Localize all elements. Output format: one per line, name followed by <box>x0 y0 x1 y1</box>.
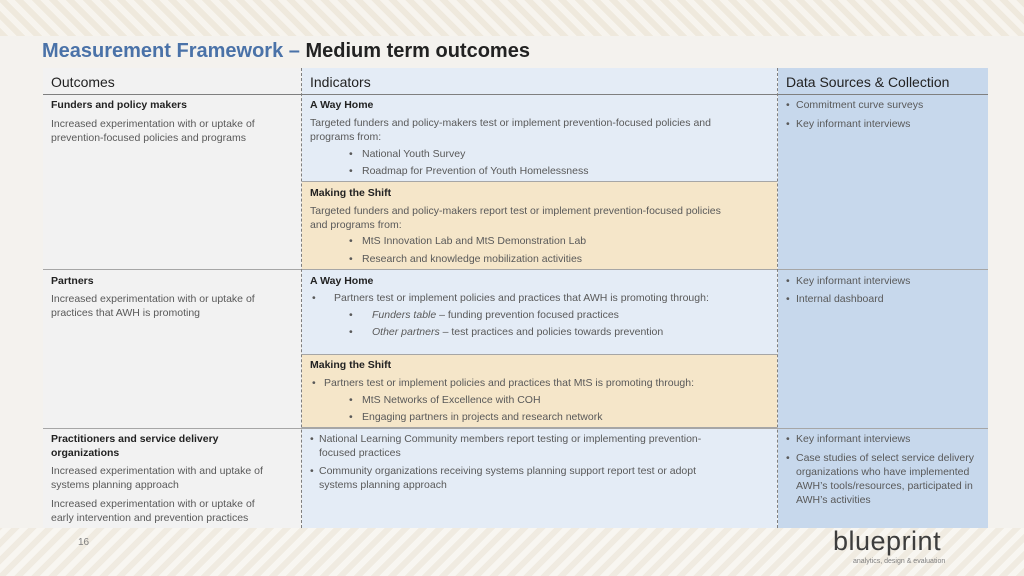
indicator-sub-bullet: MtS Networks of Excellence with COH <box>362 394 541 406</box>
bullet-icon: • <box>310 465 314 477</box>
row-separator <box>43 428 988 429</box>
sub-bullet-rest: – test practices and policies towards prevention <box>439 326 664 338</box>
page-title <box>42 40 530 63</box>
bullet-icon: • <box>349 235 353 247</box>
decorative-pattern-top <box>0 0 1024 36</box>
indicator-bullet: Roadmap for Prevention of Youth Homelessness <box>362 165 589 177</box>
outcome-desc: practices that AWH is promoting <box>51 307 200 319</box>
header-rule <box>43 94 988 95</box>
data-source-item: • Key informant interviews <box>786 274 986 288</box>
mts-title: Making the Shift <box>310 187 392 199</box>
bullet-icon: • <box>349 394 353 406</box>
data-source-item: • Case studies of select service delivery organizations who have implemented AWH’s tools/resources, participated in AWH’s activities <box>786 451 986 507</box>
title-prefix: Measurement Framework – <box>42 40 300 62</box>
indicator-bullet: MtS Innovation Lab and MtS Demonstration Lab <box>362 235 587 247</box>
row-separator <box>43 269 988 270</box>
outcome-desc: Increased experimentation with or uptake of <box>51 498 255 510</box>
page-number: 16 <box>78 537 90 548</box>
outcome-desc: prevention-focused policies and programs <box>51 132 246 144</box>
indicator-sub-bullet <box>372 308 619 322</box>
indicator-bullet: Partners test or implement policies and practices that MtS is promoting through: <box>324 377 695 389</box>
indicator-text: and programs from: <box>310 219 402 231</box>
title-main: Medium term outcomes <box>305 40 530 62</box>
indicator-text: Targeted funders and policy-makers test or implement prevention-focused policies and <box>310 117 711 129</box>
bullet-icon: • <box>349 309 353 321</box>
bullet-icon: • <box>312 377 316 389</box>
outcome-desc: early intervention and prevention practices <box>51 512 249 524</box>
indicator-bullet: Partners test or implement policies and practices that AWH is promoting through: <box>334 292 709 304</box>
outcome-title: organizations <box>51 447 120 459</box>
outcome-title: Funders and policy makers <box>51 99 187 111</box>
data-source-item: • Internal dashboard <box>786 292 986 306</box>
bullet-icon: • <box>349 411 353 423</box>
indicator-bullet: Research and knowledge mobilization activities <box>362 253 583 265</box>
bullet-icon: • <box>310 433 314 445</box>
data-source-item: • Key informant interviews <box>786 117 986 131</box>
bullet-icon: • <box>349 165 353 177</box>
column-divider <box>301 68 302 528</box>
bullet-icon: • <box>312 292 316 304</box>
outcome-desc: systems planning approach <box>51 479 179 491</box>
bullet-icon: • <box>349 253 353 265</box>
indicator-bullet: focused practices <box>319 447 401 459</box>
header-outcomes: Outcomes <box>51 74 115 90</box>
header-indicators: Indicators <box>310 74 371 90</box>
outcome-title: Partners <box>51 275 94 287</box>
indicator-bullet: Community organizations receiving systems planning support report test or adopt <box>319 465 697 477</box>
indicator-text: Targeted funders and policy-makers report test or implement prevention-focused policies <box>310 205 721 217</box>
sub-bullet-lead: Other partners <box>372 326 440 338</box>
outcome-desc: Increased experimentation with or uptake of <box>51 118 255 130</box>
indicator-sub-bullet: Engaging partners in projects and research network <box>362 411 603 423</box>
logo-tagline: analytics, design & evaluation <box>853 558 946 565</box>
header-data-sources: Data Sources & Collection <box>786 74 950 90</box>
indicator-text: programs from: <box>310 131 382 143</box>
indicator-sub-bullet <box>372 325 663 339</box>
awh-title: A Way Home <box>310 99 374 111</box>
indicator-bullet: National Youth Survey <box>362 148 466 160</box>
outcome-title: Practitioners and service delivery <box>51 433 219 445</box>
data-source-item: • Commitment curve surveys <box>786 98 986 112</box>
sub-bullet-rest: – funding prevention focused practices <box>436 309 619 321</box>
bullet-icon: • <box>349 148 353 160</box>
outcome-desc: Increased experimentation with or uptake of <box>51 293 255 305</box>
mts-title: Making the Shift <box>310 359 392 371</box>
data-source-item: • Key informant interviews <box>786 432 986 446</box>
indicator-bullet: National Learning Community members report testing or implementing prevention- <box>319 433 702 445</box>
blueprint-logo: blueprint <box>833 526 942 556</box>
awh-title: A Way Home <box>310 275 374 287</box>
indicator-bullet: systems planning approach <box>319 479 447 491</box>
bullet-icon: • <box>349 326 353 338</box>
sub-bullet-lead: Funders table <box>372 309 437 321</box>
outcome-desc: Increased experimentation with and uptake of <box>51 465 263 477</box>
column-divider <box>777 68 778 528</box>
